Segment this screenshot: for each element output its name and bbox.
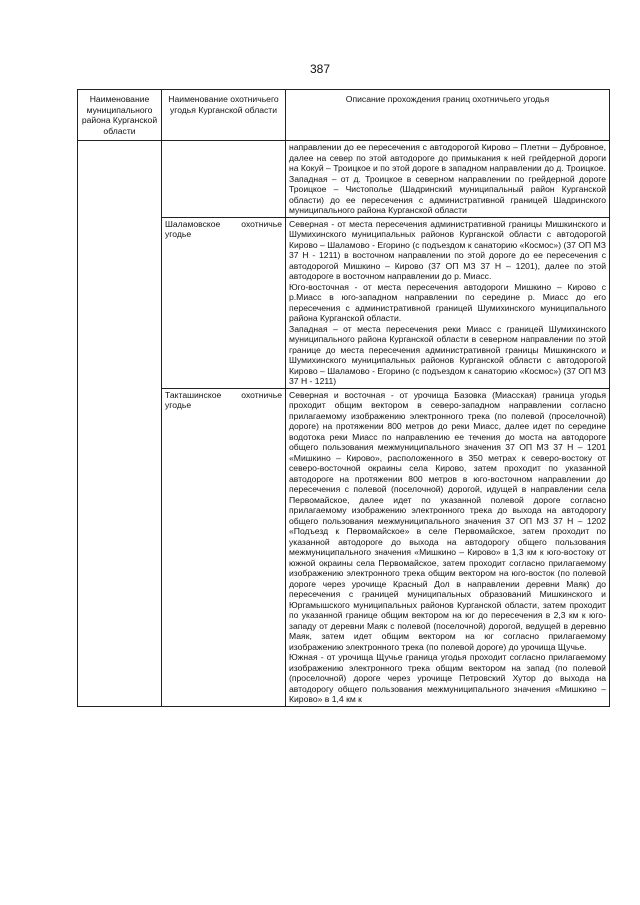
header-district: Наименование муниципального района Курганской области [78, 90, 162, 141]
header-boundary-description: Описание прохождения границ охотничьего угодья [286, 90, 610, 141]
ground-name-cell: Шаламовское охотничье угодье [162, 217, 286, 388]
header-ground-name: Наименование охотничьего угодья Курганской области [162, 90, 286, 141]
boundary-description-cell [286, 388, 610, 706]
table-header-row [78, 90, 610, 141]
district-cell [78, 141, 162, 707]
hunting-grounds-table [77, 89, 610, 707]
description-paragraph: Южная - от урочища Щучье граница угодья проходит согласно прилагаемому изображению электронного трека общим вектором на запад (по полевой (проселочной) дороге через урочище Петровский Хутор до выхода на автодорогу общего пользования межмуниципального значения «Мишкино – Кирово» в 1,4 км к [289, 652, 606, 704]
boundary-description-cell [286, 141, 610, 218]
description-paragraph: Северная и восточная - от урочища Базовка (Миасская) граница угодья проходит общим вектором в северо-западном направлении согласно прилагаемому изображению электронного трека (по полевой (проселочной) дороге) на протяжении 800 метров до реки Миасс, далее идет по середине водотока реки Миасс по направлению ее течения до моста на автодороге общего пользования межмуниципального значения 37 ОП МЗ 37 Н – 1201 «Мишкино – Кирово», расположенного в 350 метрах к северо-востоку от северо-восточной окраины села Кирово, затем проходит по указанной автодороге на протяжении 800 метров в юго-восточном направлении до пересечения с полевой (поселочной) дорогой, идущей в направлении села Первомайское, далее идет по указанной полевой дороге согласно прилагаемому изображению электронного трека до выхода на автодорогу общего пользования межмуниципального значения 37 ОП МЗ 37 Н – 1202 «Подъезд к Первомайское» в селе Первомайское, затем проходит по указанной автодороге до выхода на автодорогу общего пользования межмуниципального значения «Мишкино – Кирово» в 1,3 км к юго-востоку от южной окраины села Первомайское, затем проходит согласно прилагаемому изображению электронного трека общим вектором на юго-восток (по полевой дороге через урочище Красный Дол в направлении деревни Маяк) до пересечения с границей муниципальных образований Мишкинского и Юргамышского муниципальных районов Курганской области, затем проходит по указанной границе общим вектором на юг до пересечения в 2,3 км к юго-западу от деревни Маяк с полевой (поселочной) дорогой, ведущей в деревню Маяк, затем идет общим вектором на юг согласно прилагаемому изображению электронного трека (по полевой дороге) до урочища Щучье. [289, 389, 606, 652]
boundary-description-cell [286, 217, 610, 388]
description-paragraph: Северная - от места пересечения административной границы Мишкинского и Шумихинского муниципальных районов Курганской области с автодорогой Кирово – Шаламово - Егорино (с подъездом к санаторию «Космос») (37 ОП МЗ 37 Н - 1211) в восточном направлении по этой дороге до ее пересечения с автодорогой Мишкино – Кирово (37 ОП МЗ 37 Н – 1201), далее по этой автодороге в восточном направлении до р. Миасс. [289, 218, 606, 281]
page-number: 387 [309, 62, 331, 76]
description-paragraph: Юго-восточная - от места пересечения автодороги Мишкино – Кирово с р.Миасс в юго-западном направлении по середине р. Миасс до его пересечения с административной границей Шумихинского муниципального района Курганской области. [289, 281, 606, 323]
table-row [78, 141, 610, 218]
ground-name-cell [162, 141, 286, 218]
description-paragraph: Западная – от д. Троицкое в северном направлении по грейдерной дороге Троицкое – Чистополье (Шадринский муниципальный район Курганской области) до ее пересечения с административной границей Шадринского муниципального района Курганской области [289, 173, 606, 215]
description-paragraph: направлении до ее пересечения с автодорогой Кирово – Плетни – Дубровное, далее на север по этой автодороге до примыкания к ней грейдерной дороги на Кокуй – Троицкое и по этой дороге в западном направлении до д. Троицкое. [289, 142, 606, 173]
ground-name-cell: Такташинское охотничье угодье [162, 388, 286, 706]
description-paragraph: Западная – от места пересечения реки Миасс с границей Шумихинского муниципального района Курганской области в северном направлении по этой границе до места пересечения административной границы Мишкинского и Шумихинского муниципальных районов Курганской области с автодорогой Кирово – Шаламово - Егорино (с подъездом к санаторию «Космос») (37 ОП МЗ 37 Н - 1211) [289, 323, 606, 386]
